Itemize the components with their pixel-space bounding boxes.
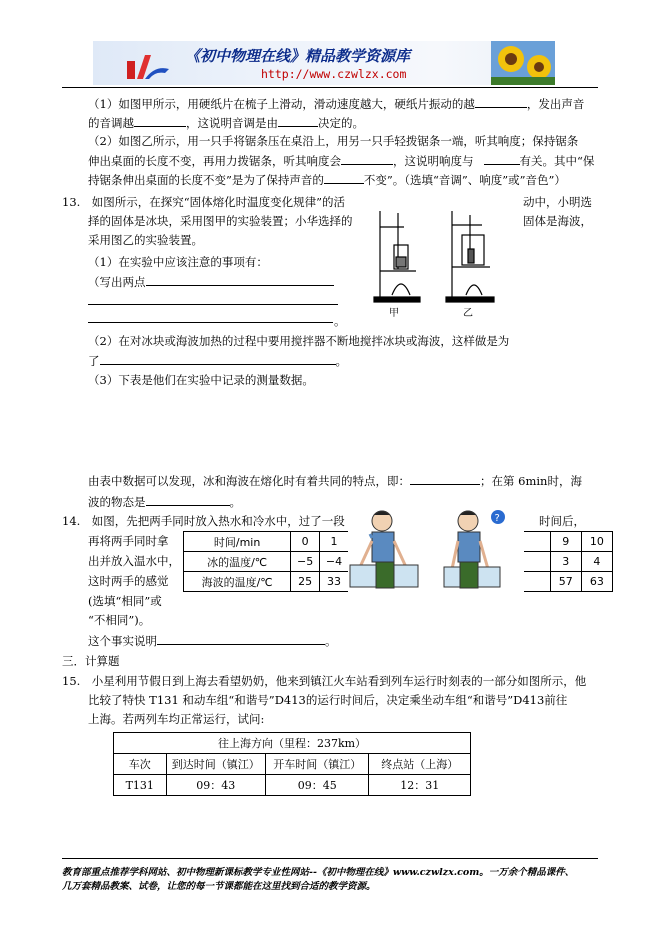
q12-blank-4[interactable] (341, 153, 393, 165)
q12-blank-3[interactable] (278, 115, 318, 127)
svg-text:?: ? (494, 513, 500, 524)
q13-line1a: 13. 如图所示，在探究“固体熔化时温度变化规律”的活 (62, 195, 346, 209)
table-row: 冰的温度/℃ −5 −4 3 4 (184, 552, 613, 572)
q15-line1: 15. 小星利用节假日到上海去看望奶奶，他来到镇江火车站看到列车运行时刻表的一部分如图所示，他 (62, 674, 587, 688)
table-row: 时间/min 0 1 9 10 (184, 532, 613, 552)
q13-line2a: 择的固体是冰块，采用图甲的实验装置；小华选择的 (88, 214, 353, 228)
q13-conclusion-line1: 由表中数据可以发现，冰和海波在熔化时有着共同的特点，即： ；在第 6min时，海 (88, 474, 582, 488)
header-banner (93, 41, 555, 85)
table-row: 车次 到达时间（镇江） 开车时间（镇江） 终点站（上海） (114, 754, 471, 775)
table-row: 海波的温度/℃ 25 33 57 63 (184, 572, 613, 592)
q12-part2-line1: （2）如图乙所示，用一只手将锯条压在桌沿上，用另一只手轻拨锯条一端，听其响度；保持锯条 (88, 134, 579, 148)
q12-blank-2[interactable] (134, 115, 186, 127)
person-hands-water-icon (348, 505, 524, 597)
table-row: T131 09：43 09：45 12：31 (114, 775, 471, 796)
site-logo-icon (115, 47, 173, 81)
q14-blank-1[interactable] (157, 633, 325, 645)
q13-answer-line-1[interactable] (88, 304, 338, 305)
q12-part2-line3: 持锯条伸出桌面的长度不变”是为了保持声音的 不变”。（选填“音调”、响度”或”音色”） (88, 173, 566, 187)
q13-conclusion-line2: 波的物态是 。 (88, 495, 241, 509)
q15-line2: 比较了特快 T131 和动车组“和谐号”D413的运行时间后，决定乘坐动车组“和谐号”D413前往 (88, 693, 568, 707)
q13-period: 。 (334, 314, 346, 328)
footer-line1: 教育部重点推荐学科网站、初中物理新课标教学专业性网站--《初中物理在线》www.czwlzx.com。一万余个精品课件、 (62, 867, 575, 878)
q12-part1-line2: 的音调越 ，这说明音调是由 决定的。 (88, 116, 364, 130)
figure-label-jia: 甲 (389, 308, 399, 319)
q12-blank-5[interactable] (484, 153, 520, 165)
schedule-header: 往上海方向（里程：237km） (114, 733, 471, 754)
q12-part1-line1: （1）如图甲所示，用硬纸片在梳子上滑动，滑动速度越大，硬纸片振动的越 ，发出声音 (88, 97, 585, 111)
figure-label-yi: 乙 (463, 308, 473, 319)
hands-in-water-illustration (348, 505, 524, 597)
q13-sub1: （1）在实验中应该注意的事项有： (88, 255, 268, 269)
q14-line1b: 时间后， (539, 514, 585, 528)
q15-line3: 上海。若两列车均正常运行，试问: (88, 712, 265, 726)
q12-part2-line2: 伸出桌面的长度不变，再用力拨锯条，听其响度会 ，这说明响度与 有关。其中“保 (88, 154, 595, 168)
q13-blank-1[interactable] (146, 274, 334, 286)
q13-answer-line-2[interactable] (88, 322, 333, 323)
q13-sub1b: （写出两点 (88, 274, 334, 289)
q13-blank-3[interactable] (410, 473, 480, 485)
sunflower-icon (491, 41, 555, 85)
footer-line2: 几万套精品教案、试卷，让您的每一节课都能在这里找到合适的教学资源。 (62, 881, 376, 892)
table-row (114, 733, 471, 754)
q12-blank-6[interactable] (324, 172, 364, 184)
footer-rule (62, 858, 598, 859)
q13-blank-2[interactable] (100, 353, 336, 365)
section-3-title: 三．计算题 (62, 654, 120, 668)
apparatus-figure (372, 205, 506, 317)
train-schedule-table (113, 732, 471, 796)
q13-sub3: （3）下表是他们在实验中记录的测量数据。 (88, 373, 314, 387)
q13-line3: 采用图乙的实验装置。 (88, 233, 203, 247)
banner-url[interactable]: http://www.czwlzx.com (261, 67, 407, 81)
banner-title: 《初中物理在线》精品教学资源库 (185, 47, 411, 65)
q13-sub2-line2: 了 。 (88, 354, 347, 368)
q13-blank-4[interactable] (146, 494, 230, 506)
q14-line1a: 14. 如图，先把两手同时放入热水和冷水中，过了一段 (62, 514, 345, 528)
q14-line3: 出并放入温水中， (88, 554, 180, 568)
q14-line2: 再将两手同时拿 (88, 534, 169, 548)
q13-line2b: 固体是海波， (523, 214, 592, 228)
header-rule (62, 87, 598, 88)
q12-blank-1[interactable] (475, 96, 527, 108)
q13-line1b: 动中，小明选 (523, 195, 592, 209)
q14-line4: 这时两手的感觉 (88, 574, 169, 588)
q14-line5: (选填“相同”或 (88, 594, 162, 608)
q14-line7: 这个事实说明 。 (88, 634, 337, 648)
q13-sub2-line1: （2）在对冰块或海波加热的过程中要用搅拌器不断地搅拌冰块或海波，这样做是为 (88, 334, 510, 348)
q14-line6: “不相同”)。 (88, 613, 151, 627)
